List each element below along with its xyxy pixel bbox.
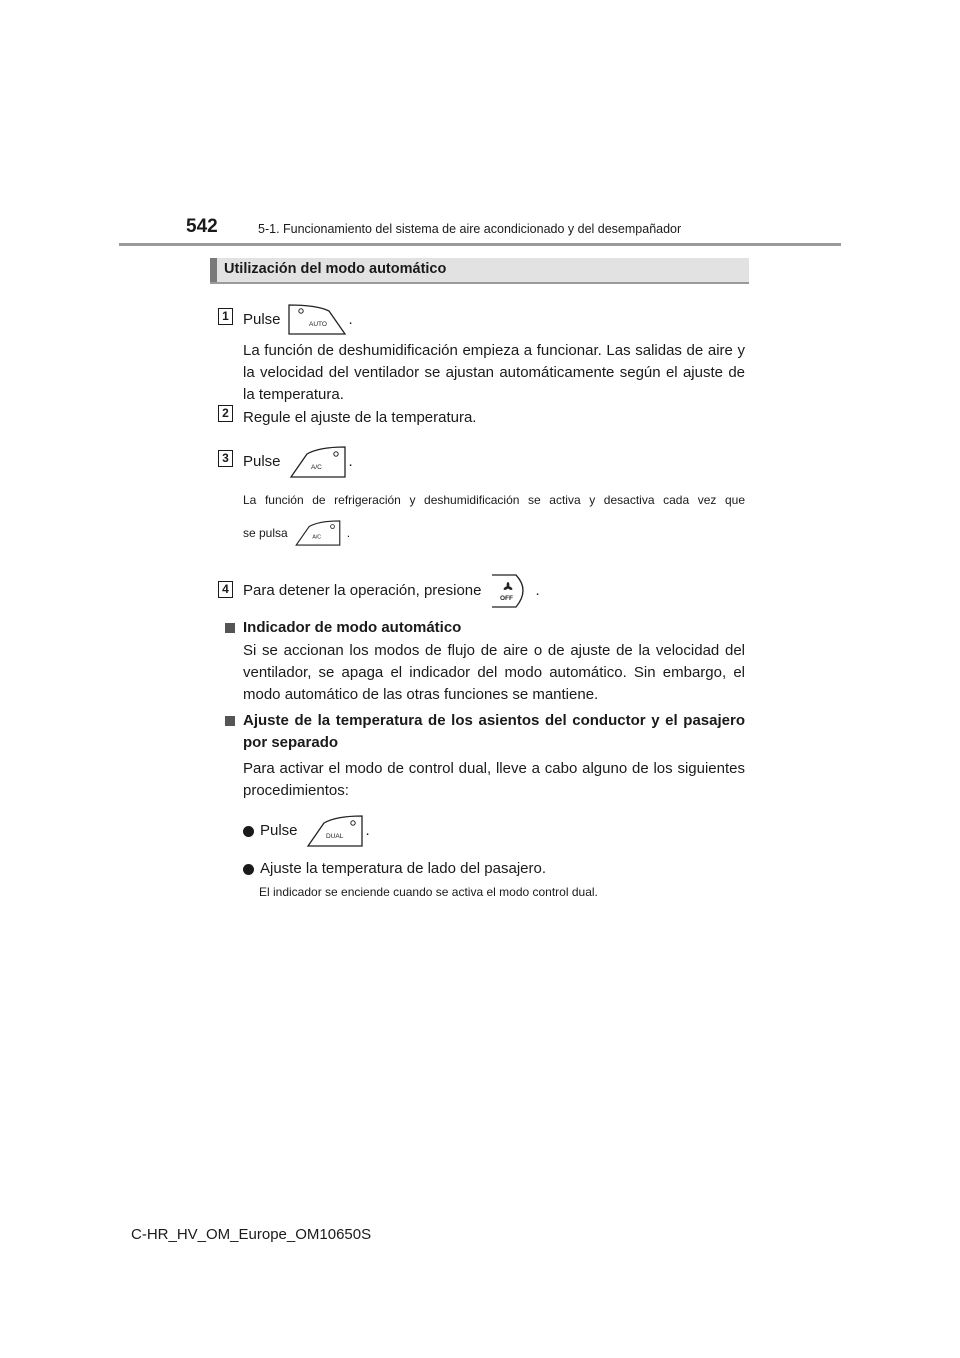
dual-button-label: DUAL [325, 833, 343, 840]
step-1-line [243, 303, 353, 337]
page-number: 542 [186, 216, 218, 237]
document-code: C-HR_HV_OM_Europe_OM10650S [131, 1226, 372, 1243]
step-1-post: . [348, 311, 353, 328]
note-2-bullet-1-post: . [365, 822, 370, 839]
step-2-text: Regule el ajuste de la temperatura. [243, 409, 477, 426]
ac-button-label-small: A/C [312, 534, 321, 541]
off-button-label: OFF [499, 595, 513, 602]
step-4-line [243, 572, 540, 610]
section-heading-bar [210, 258, 749, 284]
note-1-body: Si se accionan los modos de flujo de aire o de ajuste de la velocidad del ventilador, se apaga el indicador del modo automático. Sin embargo, el modo automático de las otras funciones se mantiene. [243, 642, 745, 703]
chapter-title: 5-1. Funcionamiento del sistema de aire acondicionado y del desempañador [258, 222, 682, 236]
step-3-note-line2 [243, 518, 350, 548]
note-2-small-text: El indicador se enciende cuando se activa el modo control dual. [259, 885, 598, 899]
note-2-bullet-2-text: Ajuste la temperatura de lado del pasajero. [260, 860, 547, 877]
step-1-pre: Pulse [243, 311, 281, 328]
auto-button-icon [287, 303, 349, 337]
note-2-heading: Ajuste de la temperatura de los asientos del conductor y el pasajero por separado [243, 712, 745, 751]
note-1-heading-row [225, 617, 461, 639]
step-3-post: . [348, 453, 353, 470]
step-3-line [243, 444, 353, 480]
note-2-bullet-2 [243, 858, 546, 880]
note-2-bullet-1-pre: Pulse [260, 822, 298, 839]
ac-button-label: A/C [310, 464, 322, 471]
step-3-note-post: . [346, 526, 351, 540]
ac-button-icon-small [293, 518, 343, 548]
step-badge-3: 3 [218, 450, 233, 467]
step-3-note-line1: La función de refrigeración y deshumidificación se activa y desactiva cada vez que [243, 493, 745, 507]
auto-button-label: AUTO [308, 321, 327, 328]
step-4-post: . [535, 582, 540, 599]
square-bullet-icon [225, 716, 235, 726]
dual-button-icon [304, 813, 366, 849]
step-1-description: La función de deshumidificación empieza a funcionar. Las salidas de aire y la velocidad del ventilador se ajustan automáticamente según el ajuste de la temperatura. [243, 342, 745, 403]
round-bullet-icon [243, 826, 254, 837]
square-bullet-icon [225, 623, 235, 633]
note-2-body: Para activar el modo de control dual, lleve a cabo alguno de los siguientes procedimientos: [243, 760, 745, 799]
step-4-pre: Para detener la operación, presione [243, 582, 482, 599]
header-rule [119, 243, 841, 246]
step-badge-4: 4 [218, 581, 233, 598]
round-bullet-icon [243, 864, 254, 875]
step-3-pre: Pulse [243, 453, 281, 470]
section-marker [210, 258, 217, 282]
note-1-heading: Indicador de modo automático [243, 619, 462, 636]
step-3-note-pre: se pulsa [243, 526, 288, 540]
step-badge-1: 1 [218, 308, 233, 325]
step-badge-2: 2 [218, 405, 233, 422]
note-2-bullet-1 [243, 813, 370, 849]
ac-button-icon [287, 444, 349, 480]
fan-off-button-icon [488, 572, 536, 610]
section-title: Utilización del modo automático [224, 261, 447, 277]
